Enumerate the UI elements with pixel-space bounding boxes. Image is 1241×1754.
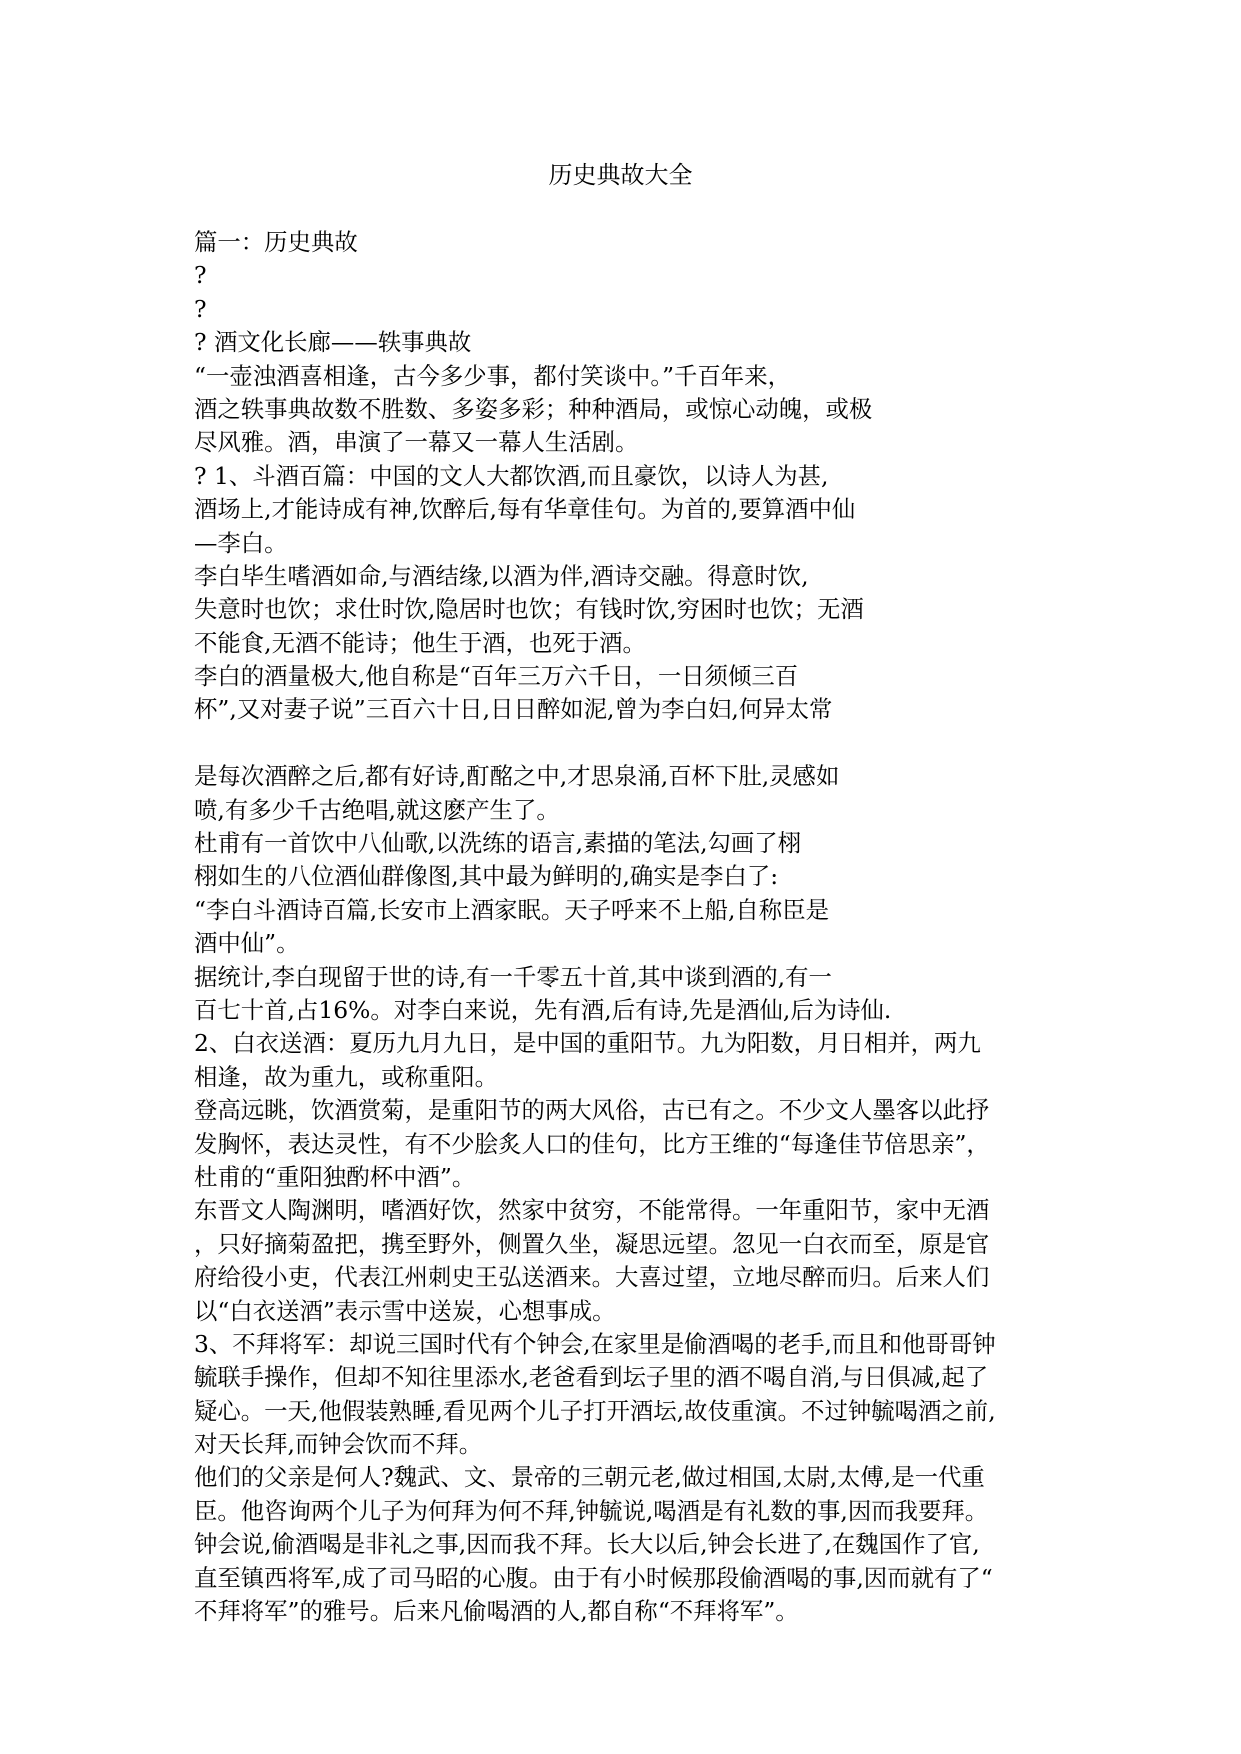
text-line: 登高远眺，饮酒赏菊，是重阳节的两大风俗，古已有之。不少文人墨客以此抒: [194, 1096, 990, 1125]
text-line: 发胸怀，表达灵性，有不少脍炙人口的佳句，比方王维的“每逢佳节倍思亲”，: [194, 1129, 990, 1158]
document-body: [194, 226, 1124, 1628]
text-line: 相逢，故为重九，或称重阳。: [194, 1062, 499, 1091]
text-line: ? 酒文化长廊——轶事典故: [194, 328, 472, 357]
text-line: 不能食,无酒不能诗；他生于酒，也死于酒。: [194, 628, 646, 657]
text-line: 毓联手操作，但却不知往里添水,老爸看到坛子里的酒不喝自消,与日俱减,起了: [194, 1363, 989, 1392]
blank-line: [194, 727, 1124, 760]
text-line: 3、不拜将军：却说三国时代有个钟会,在家里是偷酒喝的老手,而且和他哥哥钟: [194, 1329, 996, 1358]
text-line: 是每次酒醉之后,都有好诗,酊酩之中,才思泉涌,百杯下肚,灵感如: [194, 762, 840, 791]
text-line: 李白的酒量极大,他自称是“百年三万六千日，一日须倾三百: [194, 662, 799, 691]
text-line: ? 1、斗酒百篇：中国的文人大都饮酒,而且豪饮，以诗人为甚,: [194, 461, 829, 490]
text-line: 杜甫有一首饮中八仙歌,以洗练的语言,素描的笔法,勾画了栩: [194, 829, 802, 858]
text-line: ?: [194, 294, 207, 323]
document-title: 历史典故大全: [548, 161, 693, 189]
text-line: 失意时也饮；求仕时饮,隐居时也饮；有钱时饮,穷困时也饮；无酒: [194, 595, 864, 624]
text-line: 杜甫的“重阳独酌杯中酒”。: [194, 1162, 476, 1191]
text-line: 疑心。一天,他假装熟睡,看见两个儿子打开酒坛,故伎重演。不过钟毓喝酒之前,: [194, 1396, 996, 1425]
text-line: 李白毕生嗜酒如命,与酒结缘,以酒为伴,酒诗交融。得意时饮,: [194, 561, 809, 590]
text-line: 篇一：历史典故: [194, 228, 358, 256]
text-line: 臣。他咨询两个儿子为何拜为何不拜,钟毓说,喝酒是有礼数的事,因而我要拜。: [194, 1496, 989, 1525]
text-line: 酒之轶事典故数不胜数、多姿多彩；种种酒局，或惊心动魄，或极: [194, 394, 873, 423]
text-line: ，只好摘菊盈把，携至野外，侧置久坐，凝思远望。忽见一白衣而至，原是官: [194, 1229, 990, 1258]
text-line: 百七十首,占16%。对李白来说，先有酒,后有诗,先是酒仙,后为诗仙.: [194, 995, 892, 1024]
text-line: 据统计,李白现留于世的诗,有一千零五十首,其中谈到酒的,有一: [194, 962, 832, 991]
text-line: 杯”,又对妻子说”三百六十日,日日醉如泥,曾为李白妇,何异太常: [194, 695, 833, 724]
text-line: 钟会说,偷酒喝是非礼之事,因而我不拜。长大以后,钟会长进了,在魏国作了官,: [194, 1530, 980, 1559]
text-line: 他们的父亲是何人?魏武、文、景帝的三朝元老,做过相国,太尉,太傅,是一代重: [194, 1463, 985, 1492]
text-line: 酒中仙”。: [194, 929, 300, 958]
text-line: 东晋文人陶渊明，嗜酒好饮，然家中贫穷，不能常得。一年重阳节，家中无酒: [194, 1196, 990, 1225]
text-line: 不拜将军”的雅号。后来凡偷喝酒的人,都自称“不拜将军”。: [194, 1597, 799, 1626]
text-line: 2、白衣送酒：夏历九月九日，是中国的重阳节。九为阳数，月日相并，两九: [194, 1029, 981, 1058]
text-line: 尽风雅。酒，串演了一幕又一幕人生活剧。: [194, 428, 639, 457]
text-line: 对天长拜,而钟会饮而不拜。: [194, 1430, 483, 1459]
text-line: ?: [194, 261, 207, 290]
text-line: 以“白衣送酒”表示雪中送炭，心想事成。: [194, 1296, 616, 1325]
text-line: —李白。: [194, 528, 288, 557]
text-line: 酒场上,才能诗成有神,饮醉后,每有华章佳句。为首的,要算酒中仙: [194, 495, 856, 524]
text-line: “一壶浊酒喜相逢，古今多少事，都付笑谈中。”千百年来，: [194, 361, 791, 390]
text-line: 栩如生的八位酒仙群像图,其中最为鲜明的,确实是李白了:: [194, 862, 779, 891]
text-line: “李白斗酒诗百篇,长安市上酒家眠。天子呼来不上船,自称臣是: [194, 895, 829, 924]
text-line: 喷,有多少千古绝唱,就这麽产生了。: [194, 795, 560, 824]
text-line: 直至镇西将军,成了司马昭的心腹。由于有小时候那段偷酒喝的事,因而就有了“: [194, 1563, 993, 1592]
text-line: 府给役小吏，代表江州刺史王弘送酒来。大喜过望，立地尽醉而归。后来人们: [194, 1263, 990, 1292]
